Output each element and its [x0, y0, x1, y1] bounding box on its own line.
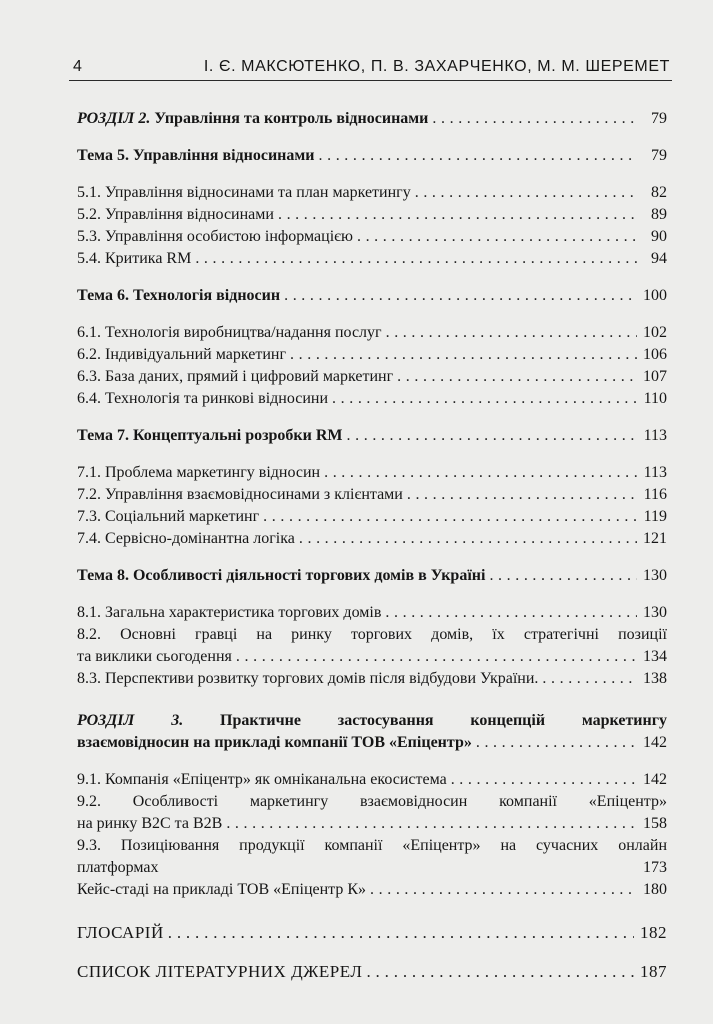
section-title: Практичне застосування концепцій маркетингу [183, 712, 668, 729]
authors-header: І. Є. МАКСЮТЕНКО, П. В. ЗАХАРЧЕНКО, М. М. ШЕРЕМЕТ [203, 58, 670, 75]
dot-leader [386, 322, 637, 344]
dot-leader [324, 462, 637, 484]
item-title: 5.1. Управління відносинами та план маркетингу [77, 184, 411, 201]
dot-leader [319, 145, 638, 167]
item-title: 8.1. Загальна характеристика торгових домів [77, 604, 382, 621]
page-ref: 100 [643, 287, 667, 304]
dot-leader [168, 921, 634, 945]
page-ref: 158 [643, 815, 667, 832]
section-prefix: РОЗДІЛ 2. [77, 110, 151, 127]
item-title: 8.2. Основні гравці на ринку торгових домів, їх стратегічні позиції [77, 626, 667, 643]
page-ref: 107 [643, 368, 667, 385]
page-ref: 121 [643, 530, 667, 547]
toc-item [77, 204, 667, 226]
page-ref: 90 [651, 228, 667, 245]
dot-leader [332, 388, 637, 410]
item-title-cont: платформах [77, 859, 159, 876]
glossary-title: ГЛОСАРІЙ [77, 923, 164, 942]
toc-item [77, 462, 667, 484]
toc-item [77, 366, 667, 388]
topic-title: Тема 7. Концептуальні розробки RM [77, 427, 343, 444]
page-ref: 113 [643, 464, 667, 481]
page-ref: 79 [651, 147, 667, 164]
item-title: 9.3. Позиціювання продукції компанії «Епіцентр» на сучасних онлайн [77, 837, 667, 854]
page-ref: 106 [643, 346, 667, 363]
toc-item [77, 791, 667, 835]
item-title: 7.3. Соціальний маркетинг [77, 508, 260, 525]
item-title: 7.1. Проблема маркетингу відносин [77, 464, 321, 481]
item-title-cont: на ринку B2C та B2B [77, 815, 223, 832]
item-title: 5.4. Критика RM [77, 250, 192, 267]
toc-item [77, 506, 667, 528]
toc-section-2 [77, 108, 667, 130]
dot-leader [290, 344, 637, 366]
toc-item [77, 602, 667, 624]
item-title: Кейс-стаді на прикладі ТОВ «Епіцентр К» [77, 881, 367, 898]
toc-references [77, 960, 667, 984]
item-title: 7.4. Сервісно-домінантна логіка [77, 530, 295, 547]
dot-leader [278, 204, 637, 226]
page-ref: 182 [640, 923, 667, 942]
item-title-cont: та виклики сьогодення [77, 648, 232, 665]
section-title-cont: взаємовідносин на прикладі компанії ТОВ «Епіцентр» [77, 734, 472, 751]
references-title: СПИСОК ЛІТЕРАТУРНИХ ДЖЕРЕЛ [77, 962, 363, 981]
dot-leader [195, 248, 637, 270]
item-title: 6.2. Індивідуальний маркетинг [77, 346, 287, 363]
section-title: Управління та контроль відносинами [150, 110, 429, 127]
dot-leader [236, 646, 637, 668]
dot-leader [385, 602, 637, 624]
dot-leader [366, 960, 634, 984]
dot-leader [347, 425, 637, 447]
page-ref: 113 [643, 427, 667, 444]
toc-item [77, 668, 667, 690]
page-ref: 173 [643, 859, 667, 876]
dot-leader [451, 769, 637, 791]
page-number: 4 [73, 58, 82, 75]
page-ref: 94 [651, 250, 667, 267]
dot-leader [284, 285, 637, 307]
item-title: 5.2. Управління відносинами [77, 206, 274, 223]
toc-item [77, 769, 667, 791]
item-title: 6.4. Технологія та ринкові відносини [77, 390, 329, 407]
toc-item [77, 388, 667, 410]
toc-section-3 [77, 710, 667, 754]
toc-item [77, 344, 667, 366]
dot-leader [542, 668, 637, 690]
page-ref: 82 [651, 184, 667, 201]
toc-topic-8 [77, 565, 667, 587]
topic-title: Тема 5. Управління відносинами [77, 147, 315, 164]
page-ref: 187 [640, 962, 667, 981]
page-ref: 142 [643, 734, 667, 751]
dot-leader [299, 528, 637, 550]
page-ref: 180 [643, 881, 667, 898]
table-of-contents [77, 108, 667, 984]
dot-leader [415, 182, 637, 204]
item-title: 9.1. Компанія «Епіцентр» як омніканальна екосистема [77, 771, 447, 788]
page-ref: 116 [643, 486, 667, 503]
toc-topic-7 [77, 425, 667, 447]
toc-item [77, 879, 667, 901]
page-ref: 79 [651, 110, 667, 127]
toc-item [77, 835, 667, 879]
toc-item [77, 322, 667, 344]
dot-leader [397, 366, 637, 388]
page-ref: 89 [651, 206, 667, 223]
item-title: 8.3. Перспективи розвитку торгових домів після відбудови України. [77, 670, 539, 687]
running-header [69, 58, 672, 81]
item-title: 7.2. Управління взаємовідносинами з клієнтами [77, 486, 403, 503]
toc-item [77, 182, 667, 204]
item-title: 9.2. Особливості маркетингу взаємовідносин компанії «Епіцентр» [77, 793, 667, 810]
dot-leader [263, 506, 637, 528]
toc-item [77, 248, 667, 270]
dot-leader [476, 732, 637, 754]
toc-topic-5 [77, 145, 667, 167]
toc-glossary [77, 921, 667, 945]
dot-leader [357, 226, 637, 248]
section-prefix: РОЗДІЛ 3. [77, 712, 184, 729]
toc-item [77, 484, 667, 506]
dot-leader [370, 879, 637, 901]
dot-leader [407, 484, 637, 506]
dot-leader [432, 108, 637, 130]
page-ref: 134 [643, 648, 667, 665]
dot-leader [226, 813, 637, 835]
dot-leader [489, 565, 637, 587]
toc-item [77, 528, 667, 550]
item-title: 6.3. База даних, прямий і цифровий маркетинг [77, 368, 394, 385]
page-ref: 119 [643, 508, 667, 525]
page-ref: 142 [643, 771, 667, 788]
page-ref: 110 [643, 390, 667, 407]
topic-title: Тема 8. Особливості діяльності торгових домів в Україні [77, 567, 486, 584]
item-title: 6.1. Технологія виробництва/надання послуг [77, 324, 382, 341]
page-ref: 138 [643, 670, 667, 687]
toc-topic-6 [77, 285, 667, 307]
page-ref: 130 [643, 604, 667, 621]
item-title: 5.3. Управління особистою інформацією [77, 228, 353, 245]
page-ref: 130 [643, 567, 667, 584]
toc-item [77, 226, 667, 248]
toc-item [77, 624, 667, 668]
page-ref: 102 [643, 324, 667, 341]
topic-title: Тема 6. Технологія відносин [77, 287, 281, 304]
